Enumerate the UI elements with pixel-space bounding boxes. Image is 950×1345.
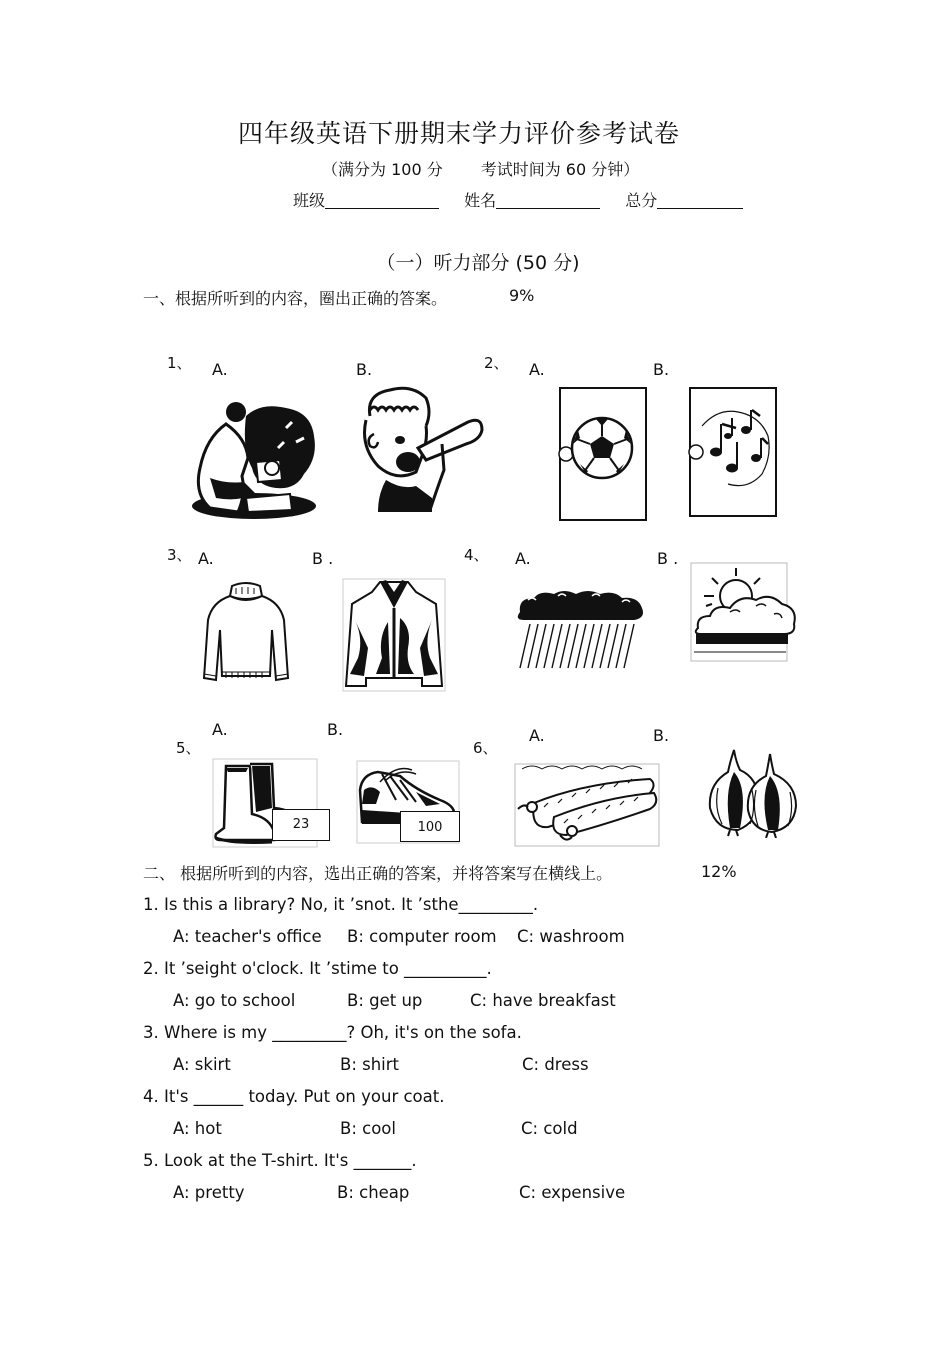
jacket-picture[interactable]: [342, 578, 446, 692]
sun-cloud-picture[interactable]: [690, 562, 800, 662]
total-label: 总分: [625, 191, 658, 210]
q2-option-b[interactable]: B: get up: [347, 991, 423, 1010]
q3-option-b[interactable]: B: shirt: [340, 1055, 400, 1074]
q4-option-b[interactable]: B: cool: [340, 1119, 396, 1138]
item5-option-a-label: A.: [212, 720, 228, 739]
part2-instruction: 二、 根据所听到的内容，选出正确的答案，并将答案写在横线上。: [143, 864, 613, 883]
q5-option-c[interactable]: C: expensive: [519, 1183, 626, 1202]
item3-option-a-label: A.: [198, 549, 214, 568]
item-number-1: 1、: [167, 354, 192, 372]
q1-option-b[interactable]: B: computer room: [347, 927, 497, 946]
question-3: 3. Where is my _________? Oh, it's on the sofa.: [143, 1023, 522, 1042]
item-number-6: 6、: [473, 739, 498, 757]
sweater-picture[interactable]: [200, 580, 292, 690]
name-label: 姓名: [464, 191, 497, 210]
q2-option-a[interactable]: A: go to school: [173, 991, 296, 1010]
gardening-person-picture[interactable]: [186, 398, 318, 522]
question-5: 5. Look at the T-shirt. It's _______.: [143, 1151, 417, 1170]
page-title: 四年级英语下册期末学力评价参考试卷: [237, 119, 680, 148]
cucumbers-picture[interactable]: [514, 763, 660, 847]
question-4: 4. It's ______ today. Put on your coat.: [143, 1087, 445, 1106]
q2-option-c[interactable]: C: have breakfast: [470, 991, 616, 1010]
class-blank[interactable]: [325, 192, 439, 209]
music-notes-card-picture[interactable]: [688, 386, 778, 518]
part1-instruction: 一、根据所听到的内容，圈出正确的答案。: [143, 289, 448, 308]
q5-option-a[interactable]: A: pretty: [173, 1183, 245, 1202]
q1-option-a[interactable]: A: teacher's office: [173, 927, 322, 946]
q3-option-c[interactable]: C: dress: [522, 1055, 589, 1074]
question-2: 2. It ’seight o'clock. It ’stime to __________.: [143, 959, 492, 978]
q3-option-a[interactable]: A: skirt: [173, 1055, 231, 1074]
student-info-line: [293, 188, 743, 211]
listening-section-title: （一）听力部分 (50 分): [376, 252, 580, 274]
time-note: 考试时间为 60 分钟）: [480, 160, 640, 179]
q1-option-c[interactable]: C: washroom: [517, 927, 625, 946]
item-number-4: 4、: [464, 546, 489, 564]
item4-option-b-label: B .: [657, 549, 679, 568]
item3-option-b-label: B .: [312, 549, 334, 568]
item-number-2: 2、: [484, 354, 509, 372]
item5-option-b-label: B.: [327, 720, 344, 739]
rain-cloud-picture[interactable]: [514, 590, 646, 674]
class-label: 班级: [293, 191, 326, 210]
question-1: 1. Is this a library? No, it ’snot. It ’sthe_________.: [143, 895, 539, 914]
part2-percent: 12%: [701, 862, 737, 881]
onions-picture[interactable]: [700, 748, 802, 838]
q5-option-b[interactable]: B: cheap: [337, 1183, 410, 1202]
total-blank[interactable]: [657, 192, 743, 209]
item6-option-b-label: B.: [653, 726, 670, 745]
score-time-note: [322, 157, 677, 180]
item2-option-a-label: A.: [529, 360, 545, 379]
item1-option-a-label: A.: [212, 360, 228, 379]
name-blank[interactable]: [496, 192, 600, 209]
q4-option-a[interactable]: A: hot: [173, 1119, 222, 1138]
item-number-3: 3、: [167, 546, 192, 564]
sneakers-price-tag: 100: [400, 811, 460, 842]
item1-option-b-label: B.: [356, 360, 373, 379]
item4-option-a-label: A.: [515, 549, 531, 568]
item2-option-b-label: B.: [653, 360, 670, 379]
boy-drinking-picture[interactable]: [356, 386, 486, 514]
item6-option-a-label: A.: [529, 726, 545, 745]
boots-price-tag: 23: [272, 809, 330, 841]
full-score-note: （满分为 100 分: [322, 160, 443, 179]
q4-option-c[interactable]: C: cold: [521, 1119, 578, 1138]
item-number-5: 5、: [176, 739, 201, 757]
part1-percent: 9%: [509, 286, 535, 305]
football-card-picture[interactable]: [558, 386, 648, 522]
